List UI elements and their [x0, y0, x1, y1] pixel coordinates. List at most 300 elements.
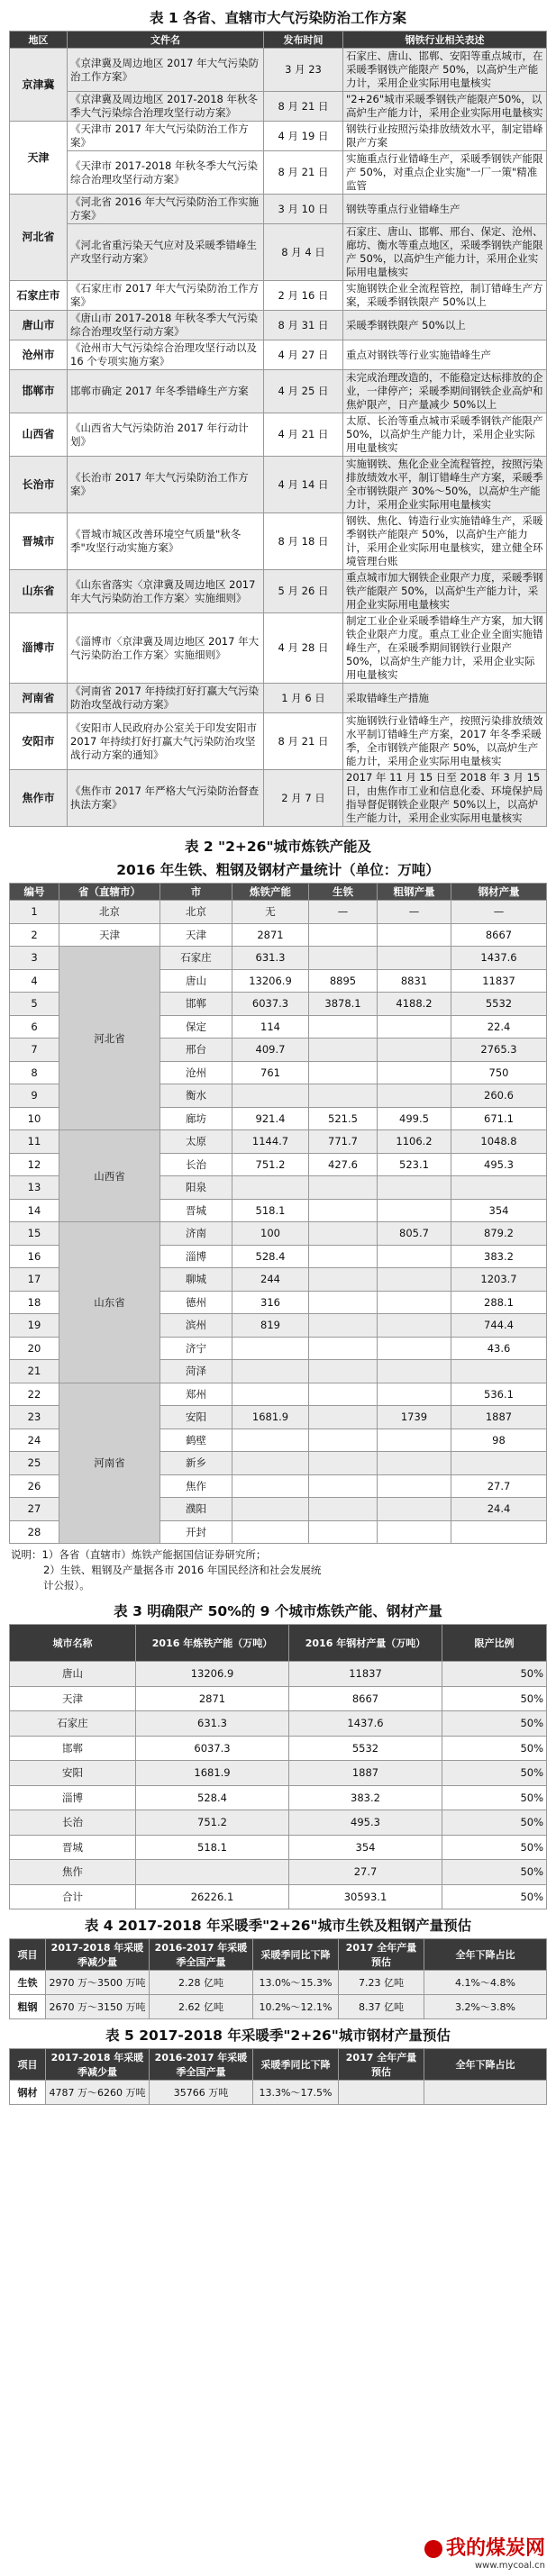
- table2-row: [10, 947, 547, 970]
- release-date-cell: 2 月 7 日: [264, 770, 343, 827]
- steel-description-cell: 重点对钢铁等行业实施错峰生产: [343, 340, 547, 370]
- table3-header: 限产比例: [442, 1625, 547, 1662]
- city-cell: 天津: [160, 923, 232, 947]
- city-cell: 菏泽: [160, 1360, 232, 1383]
- steel-product-cell: 1203.7: [451, 1268, 547, 1292]
- value-cell: 4787 万～6260 万吨: [46, 2081, 150, 2105]
- table4-header: 2017-2018 年采暖季减少量: [46, 1939, 150, 1971]
- iron-capacity-cell: [232, 1429, 309, 1452]
- table1-header: 文件名: [68, 32, 264, 49]
- steel-description-cell: 钢铁等重点行业错峰生产: [343, 195, 547, 224]
- file-name-cell: 《河北省 2016 年大气污染防治工作实施方案》: [68, 195, 264, 224]
- crude-steel-cell: 805.7: [378, 1222, 451, 1246]
- file-name-cell: 《京津冀及周边地区 2017-2018 年秋冬季大气污染综合治理攻坚行动方案》: [68, 92, 264, 122]
- row-number: 18: [10, 1291, 59, 1314]
- table1-row: [10, 713, 547, 770]
- province-cell: 山西省: [59, 1130, 160, 1222]
- row-number: 6: [10, 1015, 59, 1039]
- city-cell: 长治: [10, 1810, 136, 1836]
- iron-capacity-cell: [232, 1498, 309, 1521]
- table4-header: 项目: [10, 1939, 46, 1971]
- row-number: 10: [10, 1107, 59, 1130]
- file-name-cell: 《安阳市人民政府办公室关于印发安阳市 2017 年持续打好打赢大气污染防治攻坚战行动方案的通知》: [68, 713, 264, 770]
- iron-capacity-cell: 13206.9: [136, 1662, 289, 1687]
- table5-title: 表 5 2017-2018 年采暖季"2+26"城市钢材产量预估: [105, 2027, 451, 2044]
- city-cell: 济宁: [160, 1337, 232, 1360]
- table1-header: 发布时间: [264, 32, 343, 49]
- table1-row: [10, 224, 547, 281]
- city-cell: 石家庄: [160, 947, 232, 970]
- table3: [9, 1624, 547, 1909]
- steel-product-cell: 1437.6: [451, 947, 547, 970]
- table3-row: [10, 1835, 547, 1860]
- city-cell: 唐山: [10, 1662, 136, 1687]
- region-cell: 山西省: [10, 413, 68, 457]
- crude-steel-cell: [378, 1291, 451, 1314]
- table5-header: 2017-2018 年采暖季减少量: [46, 2049, 150, 2081]
- iron-capacity-cell: 2871: [232, 923, 309, 947]
- pig-iron-cell: 8895: [309, 969, 378, 993]
- value-cell: [339, 2081, 424, 2105]
- steel-description-cell: 太原、长治等重点城市采暖季钢铁产能限产 50%，以高炉生产能力计，采用企业实际用电量核实: [343, 413, 547, 457]
- table2-header: 炼铁产能: [232, 884, 309, 901]
- table4: [9, 1938, 547, 2019]
- crude-steel-cell: [378, 1084, 451, 1108]
- table5-header: 2017 全年产量预估: [339, 2049, 424, 2081]
- iron-capacity-cell: [232, 1474, 309, 1498]
- row-number: 2: [10, 923, 59, 947]
- row-number: 25: [10, 1452, 59, 1475]
- crude-steel-cell: 1106.2: [378, 1130, 451, 1154]
- table5-header: 全年下降占比: [424, 2049, 547, 2081]
- pig-iron-cell: [309, 947, 378, 970]
- iron-capacity-cell: [232, 1383, 309, 1406]
- crude-steel-cell: [378, 1498, 451, 1521]
- table1-title: 表 1 各省、直辖市大气污染防治工作方案: [149, 10, 407, 26]
- iron-capacity-cell: 761: [232, 1061, 309, 1084]
- iron-capacity-cell: 409.7: [232, 1039, 309, 1062]
- table3-header: 2016 年炼铁产能（万吨）: [136, 1625, 289, 1662]
- province-cell: 山东省: [59, 1222, 160, 1383]
- iron-capacity-cell: [232, 1337, 309, 1360]
- crude-steel-cell: 4188.2: [378, 993, 451, 1016]
- steel-product-cell: 383.2: [289, 1785, 442, 1810]
- steel-product-cell: 288.1: [451, 1291, 547, 1314]
- table1-row: [10, 340, 547, 370]
- row-number: 15: [10, 1222, 59, 1246]
- file-name-cell: 《唐山市 2017-2018 年秋冬季大气污染综合治理攻坚行动方案》: [68, 311, 264, 340]
- table1-row: [10, 457, 547, 513]
- pig-iron-cell: [309, 923, 378, 947]
- city-cell: 焦作: [160, 1474, 232, 1498]
- iron-capacity-cell: 244: [232, 1268, 309, 1292]
- pig-iron-cell: [309, 1474, 378, 1498]
- file-name-cell: 《山东省落实〈京津冀及周边地区 2017 年大气污染防治工作方案〉实施细则》: [68, 570, 264, 613]
- table2-row: [10, 1383, 547, 1406]
- steel-description-cell: 重点城市加大钢铁企业限产力度，采暖季钢铁产能限产 50%，以高炉生产能力计，采用企业实际用电量核实: [343, 570, 547, 613]
- steel-product-cell: 744.4: [451, 1314, 547, 1338]
- city-cell: 安阳: [160, 1406, 232, 1429]
- city-cell: 淄博: [10, 1785, 136, 1810]
- pig-iron-cell: [309, 1268, 378, 1292]
- iron-capacity-cell: [136, 1860, 289, 1885]
- region-cell: 京津冀: [10, 49, 68, 122]
- steel-product-cell: 1437.6: [289, 1711, 442, 1737]
- iron-capacity-cell: 1144.7: [232, 1130, 309, 1154]
- limit-ratio-cell: 50%: [442, 1860, 547, 1885]
- pig-iron-cell: [309, 1291, 378, 1314]
- province-cell: 北京: [59, 901, 160, 924]
- table2: [9, 883, 547, 1544]
- release-date-cell: 8 月 21 日: [264, 92, 343, 122]
- pig-iron-cell: —: [309, 901, 378, 924]
- mycoal-logo-icon: [424, 2540, 442, 2558]
- steel-product-cell: 879.2: [451, 1222, 547, 1246]
- limit-ratio-cell: 50%: [442, 1662, 547, 1687]
- city-cell: 唐山: [160, 969, 232, 993]
- limit-ratio-cell: 50%: [442, 1884, 547, 1909]
- table3-row: [10, 1736, 547, 1761]
- limit-ratio-cell: 50%: [442, 1711, 547, 1737]
- steel-description-cell: 石家庄、唐山、邯郸、安阳等重点城市，在采暖季钢铁产能限产 50%，以高炉生产能力计，采用企业实际用电量核实: [343, 49, 547, 92]
- crude-steel-cell: —: [378, 901, 451, 924]
- item-cell: 钢材: [10, 2081, 46, 2105]
- steel-product-cell: 1048.8: [451, 1130, 547, 1154]
- release-date-cell: 2 月 16 日: [264, 281, 343, 311]
- release-date-cell: 3 月 10 日: [264, 195, 343, 224]
- release-date-cell: 8 月 31 日: [264, 311, 343, 340]
- file-name-cell: 《石家庄市 2017 年大气污染防治工作方案》: [68, 281, 264, 311]
- city-cell: 天津: [10, 1686, 136, 1711]
- table1-row: [10, 49, 547, 92]
- crude-steel-cell: [378, 947, 451, 970]
- iron-capacity-cell: 518.1: [232, 1199, 309, 1222]
- crude-steel-cell: [378, 1268, 451, 1292]
- steel-product-cell: 43.6: [451, 1337, 547, 1360]
- table1-row: [10, 513, 547, 570]
- steel-product-cell: 354: [451, 1199, 547, 1222]
- crude-steel-cell: [378, 1452, 451, 1475]
- pig-iron-cell: 3878.1: [309, 993, 378, 1016]
- crude-steel-cell: 8831: [378, 969, 451, 993]
- table4-row: [10, 1971, 547, 1995]
- table2-header: 生铁: [309, 884, 378, 901]
- steel-description-cell: 采取错峰生产措施: [343, 684, 547, 713]
- row-number: 20: [10, 1337, 59, 1360]
- steel-product-cell: [451, 1360, 547, 1383]
- release-date-cell: 4 月 27 日: [264, 340, 343, 370]
- city-cell: 沧州: [160, 1061, 232, 1084]
- release-date-cell: 1 月 6 日: [264, 684, 343, 713]
- file-name-cell: 《京津冀及周边地区 2017 年大气污染防治工作方案》: [68, 49, 264, 92]
- iron-capacity-cell: 631.3: [232, 947, 309, 970]
- table1-row: [10, 122, 547, 151]
- row-number: 5: [10, 993, 59, 1016]
- city-cell: 聊城: [160, 1268, 232, 1292]
- city-cell: 滨州: [160, 1314, 232, 1338]
- table3-row: [10, 1711, 547, 1737]
- steel-description-cell: 实施钢铁企业全流程管控，制订错峰生产方案，采暖季钢铁限产 50%以上: [343, 281, 547, 311]
- value-cell: 8.37 亿吨: [339, 1995, 424, 2019]
- steel-description-cell: "2+26"城市采暖季钢铁产能限产50%，以高炉生产能力计，采用企业实际用电量核实: [343, 92, 547, 122]
- release-date-cell: 8 月 21 日: [264, 713, 343, 770]
- item-cell: 生铁: [10, 1971, 46, 1995]
- release-date-cell: 4 月 19 日: [264, 122, 343, 151]
- row-number: 12: [10, 1153, 59, 1176]
- table1-row: [10, 370, 547, 413]
- steel-product-cell: 495.3: [289, 1810, 442, 1836]
- table1-row: [10, 92, 547, 122]
- steel-product-cell: 383.2: [451, 1245, 547, 1268]
- city-cell: 开封: [160, 1520, 232, 1544]
- city-cell: 晋城: [160, 1199, 232, 1222]
- steel-product-cell: 260.6: [451, 1084, 547, 1108]
- crude-steel-cell: [378, 1474, 451, 1498]
- pig-iron-cell: [309, 1314, 378, 1338]
- steel-product-cell: 8667: [451, 923, 547, 947]
- steel-product-cell: 30593.1: [289, 1884, 442, 1909]
- region-cell: 沧州市: [10, 340, 68, 370]
- release-date-cell: 8 月 4 日: [264, 224, 343, 281]
- province-cell: 河南省: [59, 1383, 160, 1544]
- file-name-cell: 邯郸市确定 2017 年冬季错峰生产方案: [68, 370, 264, 413]
- steel-product-cell: [451, 1176, 547, 1200]
- iron-capacity-cell: 528.4: [136, 1785, 289, 1810]
- crude-steel-cell: [378, 1039, 451, 1062]
- iron-capacity-cell: 819: [232, 1314, 309, 1338]
- table2-header: 市: [160, 884, 232, 901]
- iron-capacity-cell: 26226.1: [136, 1884, 289, 1909]
- row-number: 1: [10, 901, 59, 924]
- watermark-url: www.mycoal.cn: [475, 2561, 545, 2571]
- limit-ratio-cell: 50%: [442, 1736, 547, 1761]
- limit-ratio-cell: 50%: [442, 1686, 547, 1711]
- file-name-cell: 《山西省大气污染防治 2017 年行动计划》: [68, 413, 264, 457]
- table3-row: [10, 1761, 547, 1786]
- city-cell: 阳泉: [160, 1176, 232, 1200]
- row-number: 8: [10, 1061, 59, 1084]
- crude-steel-cell: [378, 1015, 451, 1039]
- file-name-cell: 《沧州市大气污染综合治理攻坚行动以及 16 个专项实施方案》: [68, 340, 264, 370]
- city-cell: 晋城: [10, 1835, 136, 1860]
- table1-row: [10, 195, 547, 224]
- iron-capacity-cell: 无: [232, 901, 309, 924]
- table1-row: [10, 413, 547, 457]
- city-cell: 新乡: [160, 1452, 232, 1475]
- table2-header: 编号: [10, 884, 59, 901]
- steel-description-cell: 未完成治理改造的，不能稳定达标排放的企业，一律停产；采暖季期间钢铁企业高炉和焦炉限产，日产量减少 50%以上: [343, 370, 547, 413]
- iron-capacity-cell: 13206.9: [232, 969, 309, 993]
- limit-ratio-cell: 50%: [442, 1761, 547, 1786]
- value-cell: 35766 万吨: [150, 2081, 253, 2105]
- iron-capacity-cell: 921.4: [232, 1107, 309, 1130]
- file-name-cell: 《长治市 2017 年大气污染防治工作方案》: [68, 457, 264, 513]
- steel-product-cell: 24.4: [451, 1498, 547, 1521]
- table1-row: [10, 613, 547, 684]
- table3-row: [10, 1785, 547, 1810]
- steel-description-cell: 钢铁、焦化、铸造行业实施错峰生产，采暖季钢铁产能限产 50%，以高炉生产能力计，采用企业实际用电量核实，建立健全环境管理台账: [343, 513, 547, 570]
- table5-row: [10, 2081, 547, 2105]
- crude-steel-cell: 1739: [378, 1406, 451, 1429]
- steel-product-cell: 495.3: [451, 1153, 547, 1176]
- steel-product-cell: —: [451, 901, 547, 924]
- table4-header: 2017 全年产量预估: [339, 1939, 424, 1971]
- release-date-cell: 4 月 14 日: [264, 457, 343, 513]
- region-cell: 唐山市: [10, 311, 68, 340]
- limit-ratio-cell: 50%: [442, 1810, 547, 1836]
- steel-description-cell: 2017 年 11 月 15 日至 2018 年 3 月 15 日，由焦作市工业和信息化委、环境保护局指导督促钢铁企业限产 50%以上，以高炉生产能力计，采用企业实际用电量核实: [343, 770, 547, 827]
- table2-row: [10, 923, 547, 947]
- table3-row: [10, 1662, 547, 1687]
- table4-title: 表 4 2017-2018 年采暖季"2+26"城市生铁及粗钢产量预估: [84, 1918, 472, 1934]
- release-date-cell: 5 月 26 日: [264, 570, 343, 613]
- pig-iron-cell: [309, 1498, 378, 1521]
- steel-product-cell: 354: [289, 1835, 442, 1860]
- iron-capacity-cell: 528.4: [232, 1245, 309, 1268]
- pig-iron-cell: [309, 1429, 378, 1452]
- pig-iron-cell: [309, 1015, 378, 1039]
- city-cell: 濮阳: [160, 1498, 232, 1521]
- value-cell: 3.2%～3.8%: [424, 1995, 547, 2019]
- region-cell: 天津: [10, 122, 68, 195]
- region-cell: 山东省: [10, 570, 68, 613]
- crude-steel-cell: [378, 1061, 451, 1084]
- table3-row: [10, 1686, 547, 1711]
- release-date-cell: 3 月 23: [264, 49, 343, 92]
- region-cell: 邯郸市: [10, 370, 68, 413]
- table2-note: [9, 1544, 547, 1597]
- row-number: 14: [10, 1199, 59, 1222]
- steel-product-cell: 671.1: [451, 1107, 547, 1130]
- iron-capacity-cell: [232, 1084, 309, 1108]
- table1-row: [10, 151, 547, 195]
- pig-iron-cell: [309, 1245, 378, 1268]
- row-number: 17: [10, 1268, 59, 1292]
- region-cell: 焦作市: [10, 770, 68, 827]
- pig-iron-cell: 427.6: [309, 1153, 378, 1176]
- note-line1: 说明：1）各省（直辖市）炼铁产能据国信证券研究所；: [11, 1548, 267, 1561]
- watermark: [424, 2533, 545, 2571]
- iron-capacity-cell: 316: [232, 1291, 309, 1314]
- crude-steel-cell: [378, 923, 451, 947]
- iron-capacity-cell: 6037.3: [232, 993, 309, 1016]
- iron-capacity-cell: 114: [232, 1015, 309, 1039]
- table2-header: 粗钢产量: [378, 884, 451, 901]
- value-cell: [424, 2081, 547, 2105]
- iron-capacity-cell: [232, 1360, 309, 1383]
- province-cell: 河北省: [59, 947, 160, 1130]
- row-number: 3: [10, 947, 59, 970]
- crude-steel-cell: [378, 1337, 451, 1360]
- region-cell: 河北省: [10, 195, 68, 281]
- limit-ratio-cell: 50%: [442, 1785, 547, 1810]
- city-cell: 石家庄: [10, 1711, 136, 1737]
- file-name-cell: 《河南省 2017 年持续打好打赢大气污染防治攻坚战行动方案》: [68, 684, 264, 713]
- pig-iron-cell: [309, 1337, 378, 1360]
- iron-capacity-cell: 631.3: [136, 1711, 289, 1737]
- pig-iron-cell: [309, 1520, 378, 1544]
- steel-description-cell: 实施重点行业错峰生产，采暖季钢铁产能限产 50%，对重点企业实施"一厂一策"精准监管: [343, 151, 547, 195]
- city-cell: 邯郸: [160, 993, 232, 1016]
- table4-header: 采暖季同比下降: [253, 1939, 339, 1971]
- table5-header: 项目: [10, 2049, 46, 2081]
- file-name-cell: 《淄博市〈京津冀及周边地区 2017 年大气污染防治工作方案〉实施细则》: [68, 613, 264, 684]
- table3-header: 城市名称: [10, 1625, 136, 1662]
- file-name-cell: 《天津市 2017-2018 年秋冬季大气污染综合治理攻坚行动方案》: [68, 151, 264, 195]
- city-cell: 鹤壁: [160, 1429, 232, 1452]
- crude-steel-cell: [378, 1360, 451, 1383]
- value-cell: 7.23 亿吨: [339, 1971, 424, 1995]
- steel-product-cell: 27.7: [289, 1860, 442, 1885]
- city-cell: 郑州: [160, 1383, 232, 1406]
- steel-product-cell: 5532: [289, 1736, 442, 1761]
- watermark-title: 我的煤炭网: [445, 2537, 545, 2560]
- table4-header: 2016-2017 年采暖季全国产量: [150, 1939, 253, 1971]
- steel-product-cell: 5532: [451, 993, 547, 1016]
- steel-product-cell: 1887: [451, 1406, 547, 1429]
- row-number: 9: [10, 1084, 59, 1108]
- crude-steel-cell: [378, 1199, 451, 1222]
- pig-iron-cell: [309, 1084, 378, 1108]
- steel-description-cell: 采暖季钢铁限产 50%以上: [343, 311, 547, 340]
- table2-row: [10, 1130, 547, 1154]
- city-cell: 衡水: [160, 1084, 232, 1108]
- steel-description-cell: 制定工业企业采暖季错峰生产方案，加大钢铁企业限产力度。重点工业企业全面实施错峰生产，在采暖季期间钢铁行业限产 50%，以高炉生产能力计，采用企业实际用电量核实: [343, 613, 547, 684]
- table3-row: [10, 1884, 547, 1909]
- row-number: 26: [10, 1474, 59, 1498]
- city-cell: 长治: [160, 1153, 232, 1176]
- row-number: 4: [10, 969, 59, 993]
- table1-row: [10, 570, 547, 613]
- table3-header: 2016 年钢材产量（万吨）: [289, 1625, 442, 1662]
- value-cell: 2670 万～3150 万吨: [46, 1995, 150, 2019]
- steel-product-cell: 27.7: [451, 1474, 547, 1498]
- iron-capacity-cell: [232, 1452, 309, 1475]
- value-cell: 2.62 亿吨: [150, 1995, 253, 2019]
- steel-description-cell: 实施钢铁、焦化企业全流程管控，按照污染排放绩效水平，制订错峰生产方案，采暖季全市钢铁限产 30%～50%，以高炉生产能力计，采用企业实际用电量核实: [343, 457, 547, 513]
- steel-description-cell: 实施钢铁行业错峰生产，按照污染排放绩效水平制订错峰生产方案，2017 年冬季采暖季，全市钢铁产能限产 50%，以高炉生产能力计，采用企业实际用电量核实: [343, 713, 547, 770]
- value-cell: 4.1%～4.8%: [424, 1971, 547, 1995]
- pig-iron-cell: [309, 1176, 378, 1200]
- steel-product-cell: 22.4: [451, 1015, 547, 1039]
- steel-product-cell: 11837: [289, 1662, 442, 1687]
- table1-header: 钢铁行业相关表述: [343, 32, 547, 49]
- pig-iron-cell: [309, 1452, 378, 1475]
- city-cell: 济南: [160, 1222, 232, 1246]
- iron-capacity-cell: 1681.9: [136, 1761, 289, 1786]
- file-name-cell: 《焦作市 2017 年严格大气污染防治督查执法方案》: [68, 770, 264, 827]
- city-cell: 廊坊: [160, 1107, 232, 1130]
- steel-product-cell: [451, 1452, 547, 1475]
- pig-iron-cell: [309, 1199, 378, 1222]
- row-number: 7: [10, 1039, 59, 1062]
- row-number: 23: [10, 1406, 59, 1429]
- table2-row: [10, 901, 547, 924]
- iron-capacity-cell: 2871: [136, 1686, 289, 1711]
- row-number: 24: [10, 1429, 59, 1452]
- pig-iron-cell: [309, 1039, 378, 1062]
- value-cell: 2.28 亿吨: [150, 1971, 253, 1995]
- iron-capacity-cell: 751.2: [232, 1153, 309, 1176]
- city-cell: 安阳: [10, 1761, 136, 1786]
- city-cell: 北京: [160, 901, 232, 924]
- region-cell: 淄博市: [10, 613, 68, 684]
- note-line3: 计公报）。: [43, 1579, 90, 1592]
- pig-iron-cell: 521.5: [309, 1107, 378, 1130]
- pig-iron-cell: [309, 1222, 378, 1246]
- steel-description-cell: 钢铁行业按照污染排放绩效水平，制定错峰限产方案: [343, 122, 547, 151]
- value-cell: 2970 万～3500 万吨: [46, 1971, 150, 1995]
